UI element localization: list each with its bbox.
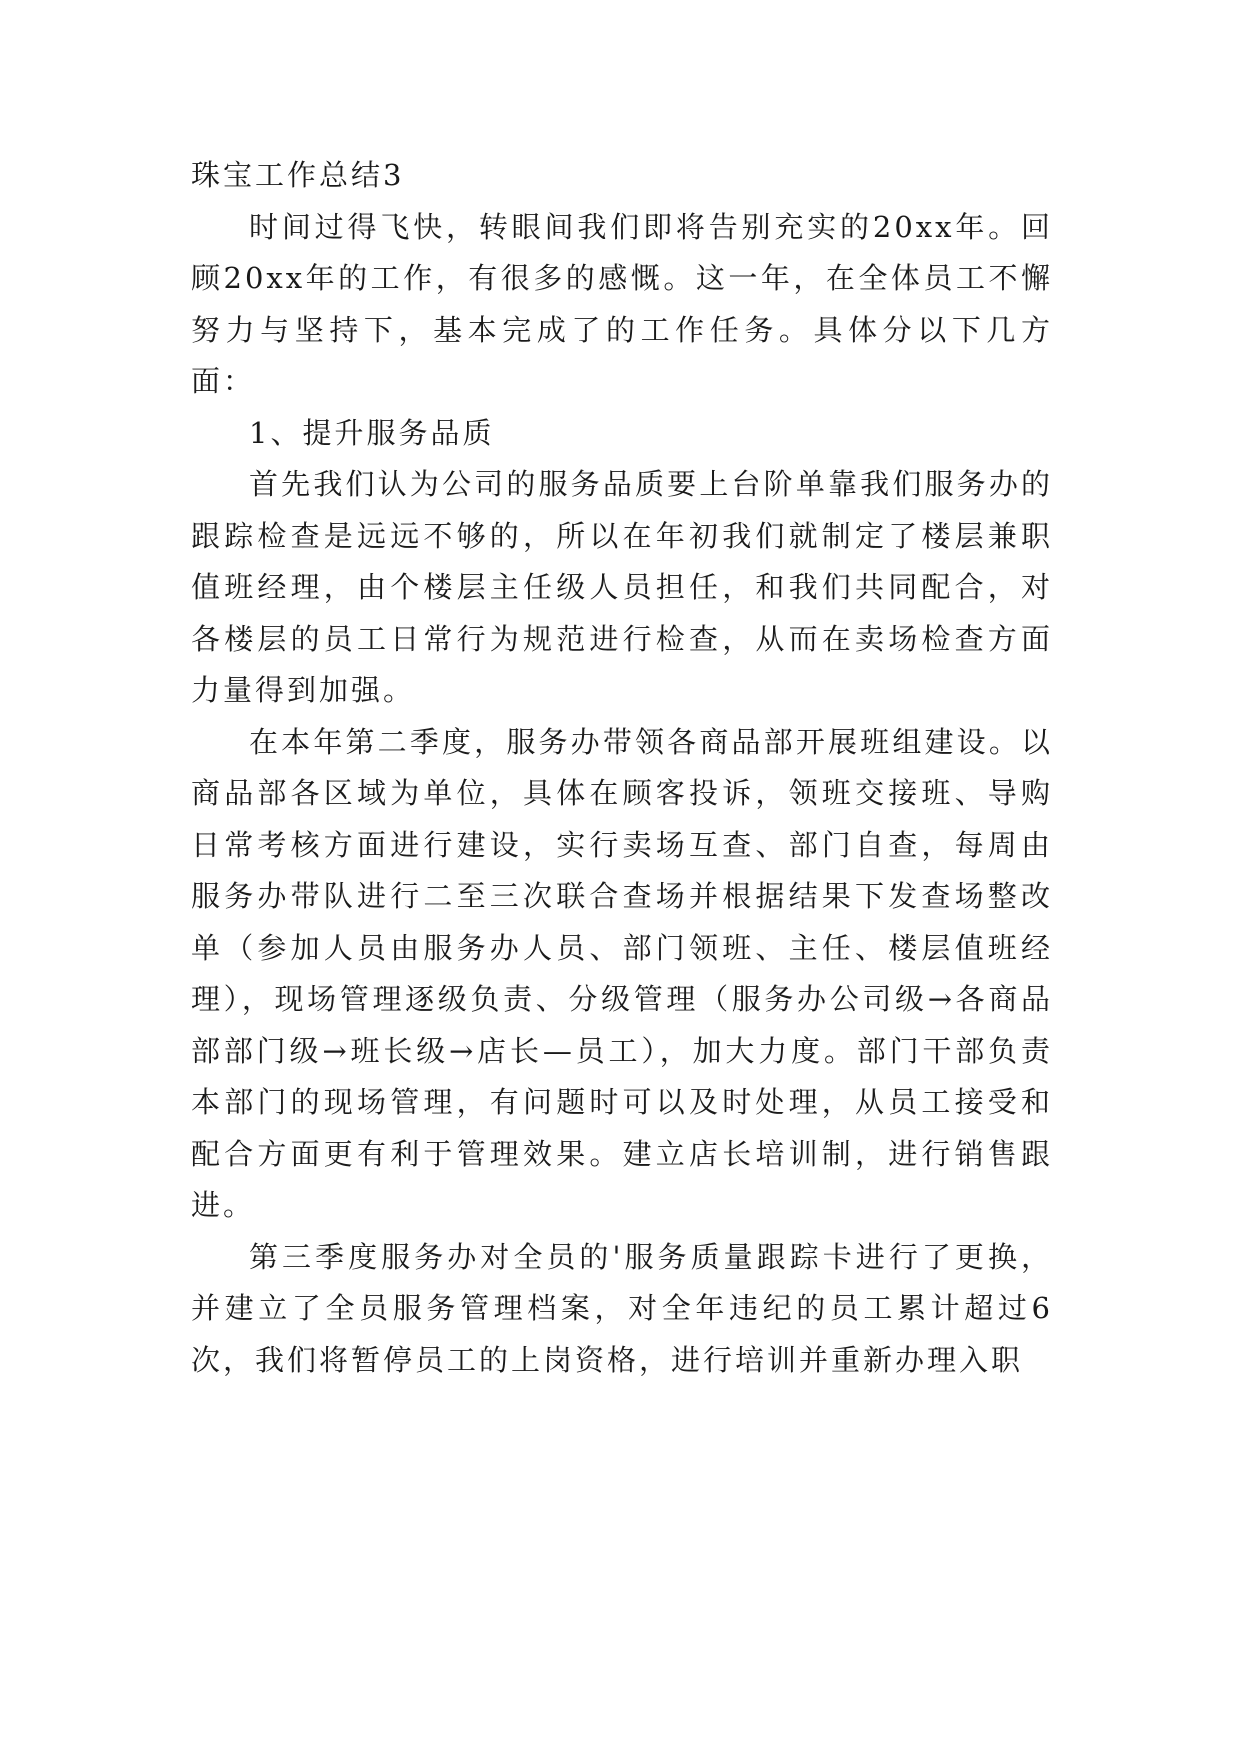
document-page [191,150,1053,1386]
document-title: 珠宝工作总结3 [191,158,405,192]
paragraph-tracking-card: 第三季度服务办对全员的'服务质量跟踪卡进行了更换，并建立了全员服务管理档案，对全年违纪的员工累计超过6次，我们将暂停员工的上岗资格，进行培训并重新办理入职 [191,1239,1053,1377]
intro-paragraph: 时间过得飞快，转眼间我们即将告别充实的20xx年。回顾20xx年的工作，有很多的感慨。这一年，在全体员工不懈努力与坚持下，基本完成了的工作任务。具体分以下几方面： [191,209,1053,398]
section-heading-service-quality: 1、提升服务品质 [249,415,495,450]
paragraph-duty-manager: 首先我们认为公司的服务品质要上台阶单靠我们服务办的跟踪检查是远远不够的，所以在年初我们就制定了楼层兼职值班经理，由个楼层主任级人员担任，和我们共同配合，对各楼层的员工日常行为规范进行检查，从而在卖场检查方面力量得到加强。 [191,467,1053,707]
paragraph-team-building: 在本年第二季度，服务办带领各商品部开展班组建设。以商品部各区域为单位，具体在顾客投诉，领班交接班、导购日常考核方面进行建设，实行卖场互查、部门自查，每周由服务办带队进行二至三次联合查场并根据结果下发查场整改单（参加人员由服务办人员、部门领班、主任、楼层值班经理），现场管理逐级负责、分级管理（服务办公司级→各商品部部门级→班长级→店长—员工），加大力度。部门干部负责本部门的现场管理，有问题时可以及时处理，从员工接受和配合方面更有利于管理效果。建立店长培训制，进行销售跟进。 [191,724,1053,1222]
